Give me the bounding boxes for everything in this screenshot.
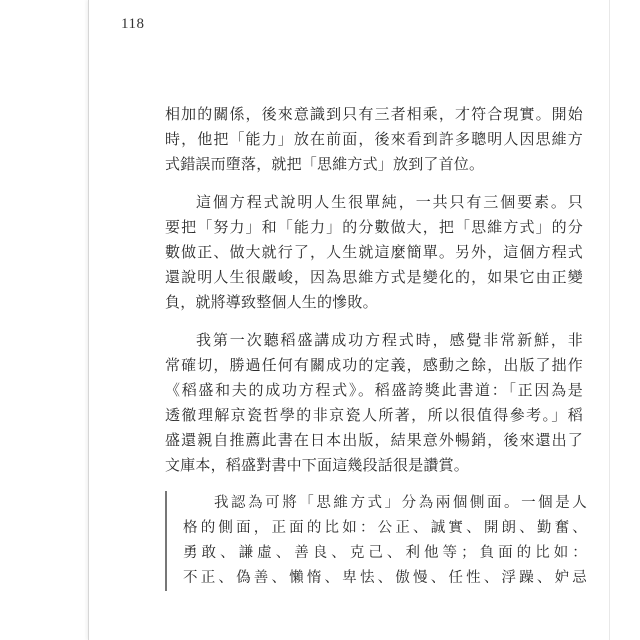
paragraph-1	[165, 102, 583, 177]
book-page	[88, 0, 610, 640]
text-line: 負，就將導致整個人生的慘敗。	[165, 293, 378, 311]
quote-line: 格的側面，正面的比如：公正、誠實、開朗、勤奮、	[183, 520, 587, 536]
text-line: 盛還親自推薦此書在日本出版，結果意外暢銷，後來還出了	[165, 431, 583, 449]
text-line: 文庫本，稻盛對書中下面這幾段話很是讚賞。	[165, 456, 470, 474]
text-line: 常確切，勝過任何有關成功的定義，感動之餘，出版了拙作	[165, 356, 583, 374]
quote-line: 不正、偽善、懶惰、卑怯、傲慢、任性、浮躁、妒忌	[183, 570, 587, 586]
text-line: 數做正、做大就行了，人生就這麼簡單。另外，這個方程式	[165, 243, 583, 261]
text-line: 式錯誤而墮落，就把「思維方式」放到了首位。	[165, 155, 485, 173]
quote-line: 勇敢、謙虛、善良、克己、利他等；負面的比如：	[183, 545, 587, 561]
quote-line: 我認為可將「思維方式」分為兩個側面。一個是人	[214, 495, 587, 511]
text-line: 時，他把「能力」放在前面，後來看到許多聰明人因思維方	[165, 130, 583, 148]
body-text	[165, 102, 587, 591]
text-line: 要把「努力」和「能力」的分數做大，把「思維方式」的分	[165, 218, 583, 236]
text-line: 這個方程式說明人生很單純，一共只有三個要素。只	[196, 193, 583, 211]
block-quote	[165, 491, 587, 591]
paragraph-3	[165, 328, 583, 478]
text-line: 相加的關係，後來意識到只有三者相乘，才符合現實。開始	[165, 105, 583, 123]
paragraph-2	[165, 190, 583, 315]
text-line: 透徹理解京瓷哲學的非京瓷人所著，所以很值得參考。」稻	[165, 406, 583, 424]
text-line: 《稻盛和夫的成功方程式》。稻盛誇獎此書道：「正因為是	[165, 381, 583, 399]
text-line: 還說明人生很嚴峻，因為思維方式是變化的，如果它由正變	[165, 268, 583, 286]
page-number: 118	[121, 16, 145, 32]
text-line: 我第一次聽稻盛講成功方程式時，感覺非常新鮮，非	[196, 331, 583, 349]
